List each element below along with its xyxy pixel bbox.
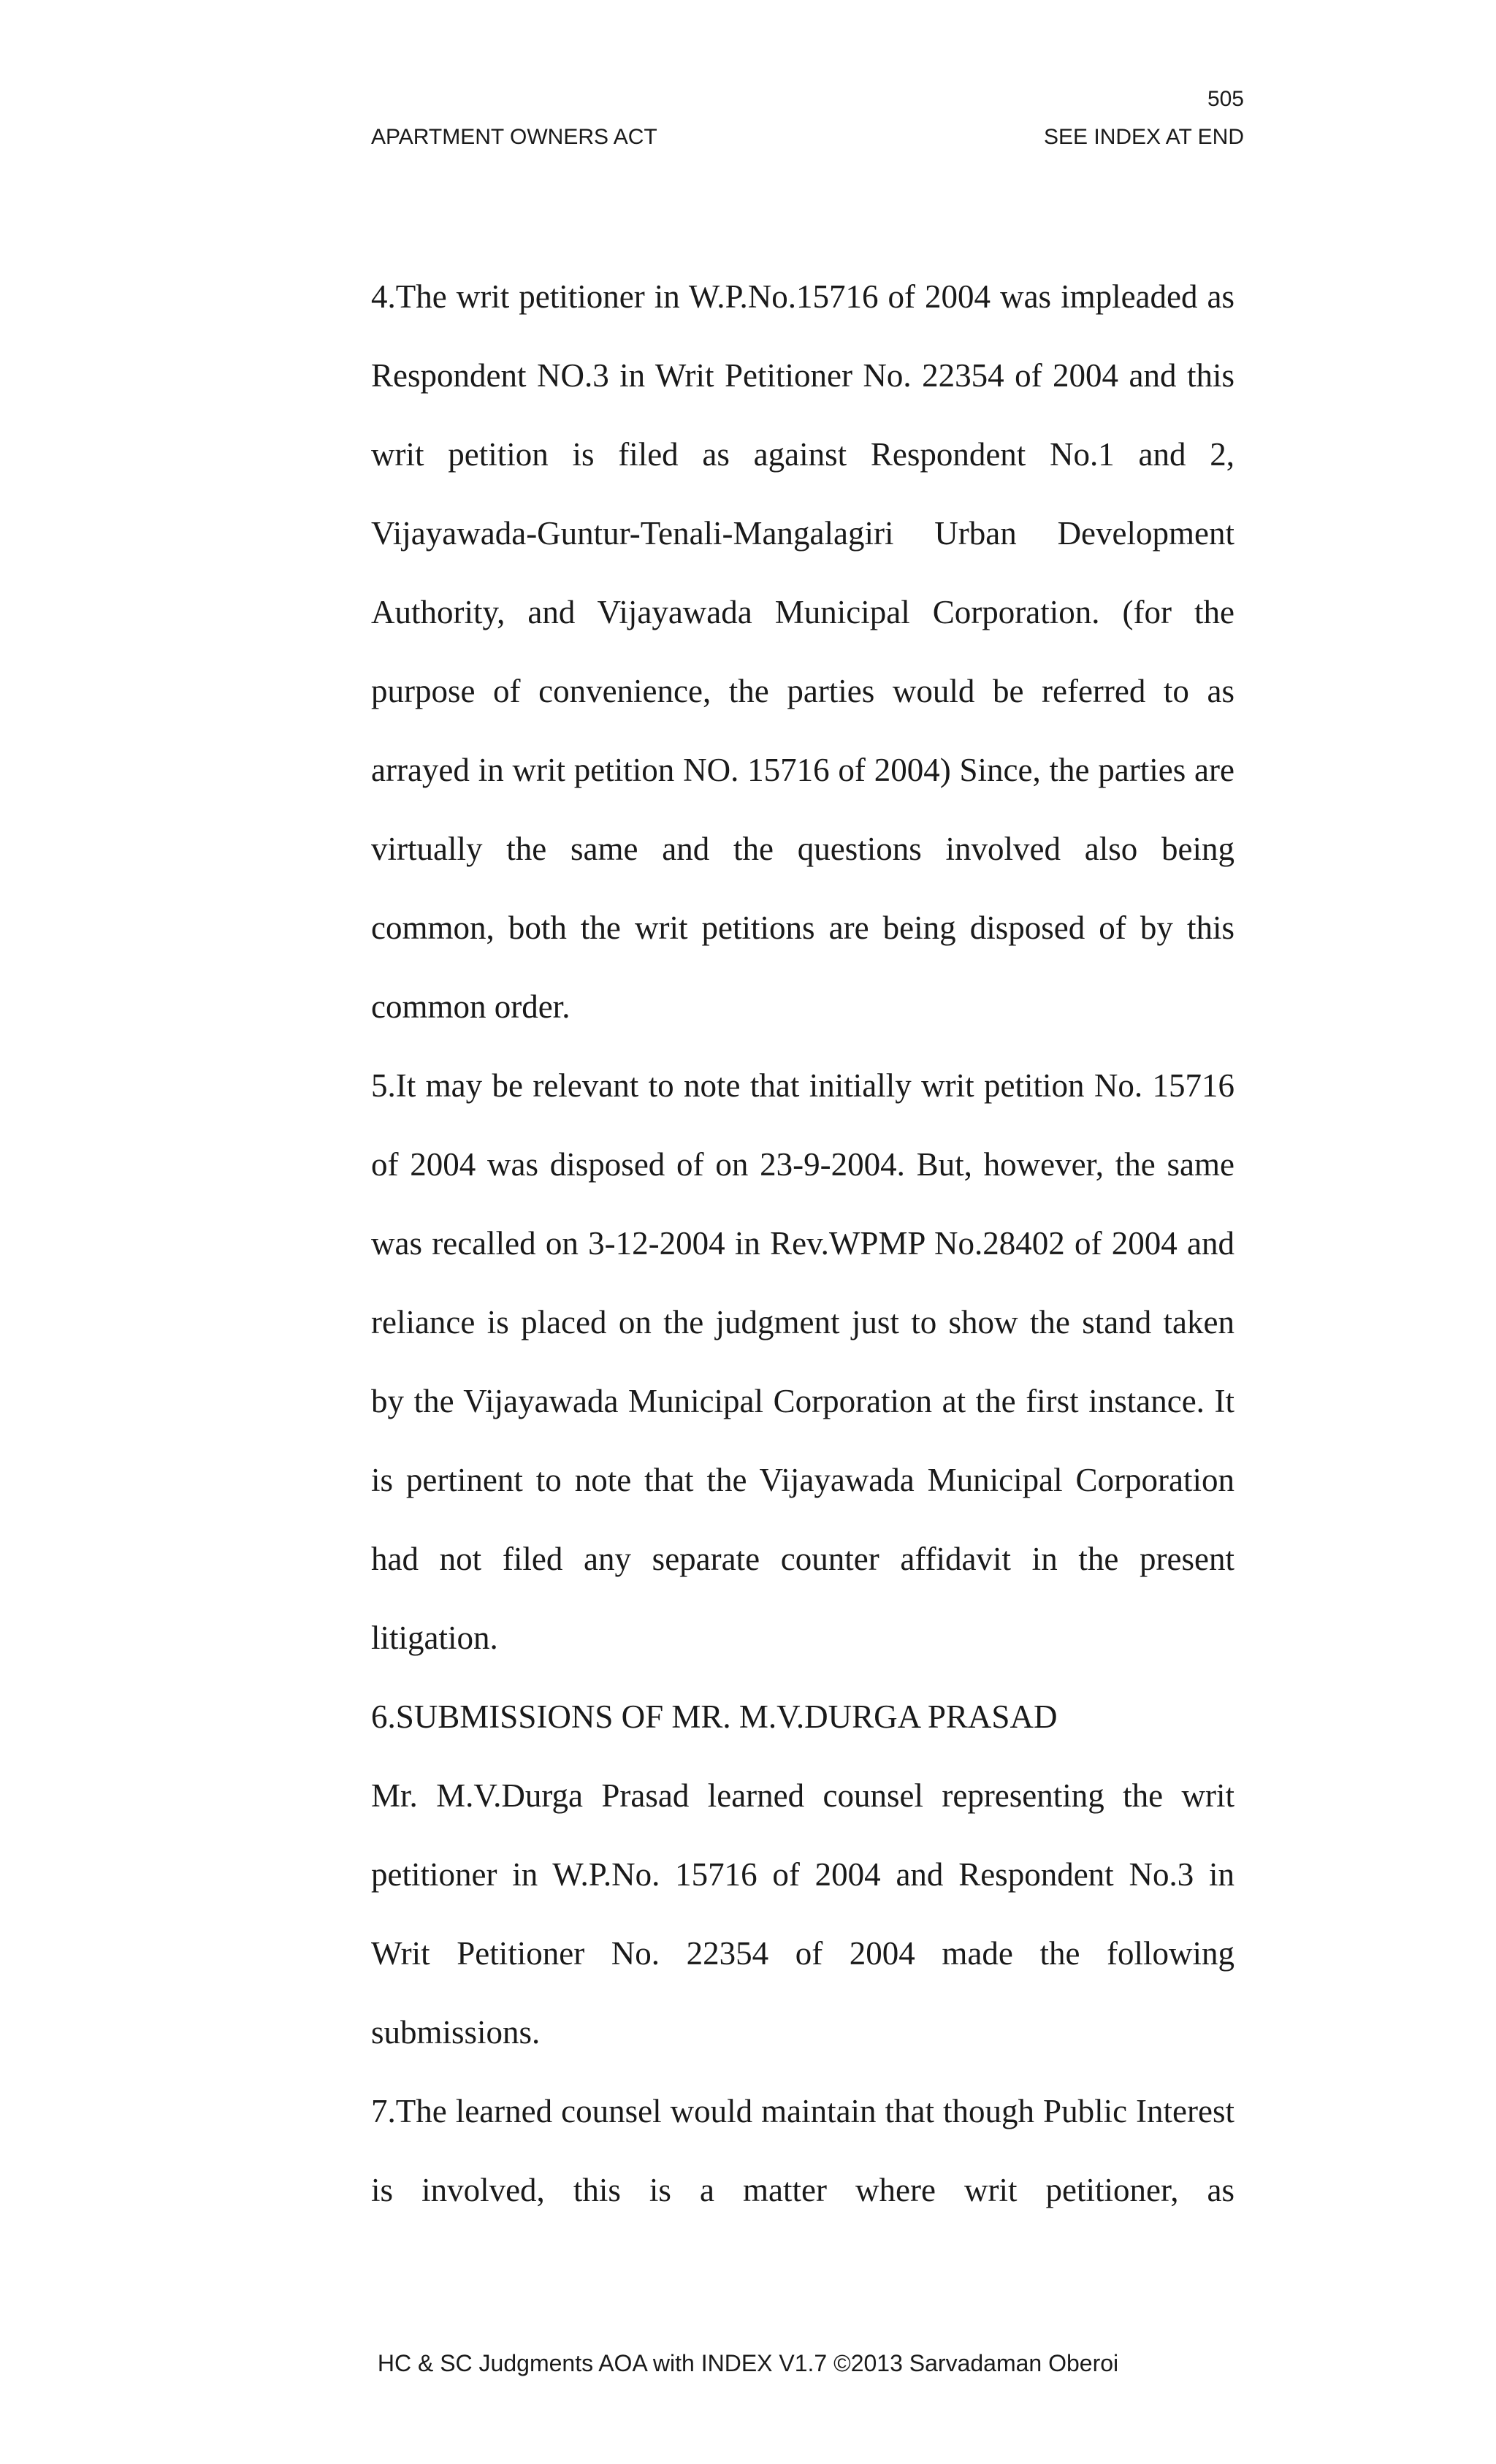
page-number: 505 [1207,87,1244,111]
document-body [371,257,1234,2230]
section-heading-submissions: 6.SUBMISSIONS OF MR. M.V.DURGA PRASAD [371,1698,1058,1735]
page-footer: HC & SC Judgments AOA with INDEX V1.7 ©2013 Sarvadaman Oberoi [377,2350,1119,2376]
running-header-index-note: SEE INDEX AT END [1044,125,1244,149]
paragraph-5: 5.It may be relevant to note that initially writ petition No. 15716 of 2004 was disposed of on 23-9-2004. But, however, the same was recalled on 3-12-2004 in Rev.WPMP No.28402 of 2004 and reliance is placed on the judgment just to show the stand taken by the Vijayawada Municipal Corporation at the first instance. It is pertinent to note that the Vijayawada Municipal Corporation had not filed any separate counter affidavit in the present litigation. [371,1067,1234,1656]
paragraph-4: 4.The writ petitioner in W.P.No.15716 of 2004 was impleaded as Respondent NO.3 in Writ Petitioner No. 22354 of 2004 and this writ petition is filed as against Respondent No.1 and 2, Vijayawada-Guntur-Tenali-Mangalagiri Urban Development Authority, and Vijayawada Municipal Corporation. (for the purpose of convenience, the parties would be referred to as arrayed in writ petition NO. 15716 of 2004) Since, the parties are virtually the same and the questions involved also being common, both the writ petitions are being disposed of by this common order. [371,278,1234,1025]
paragraph-submissions-intro: Mr. M.V.Durga Prasad learned counsel representing the writ petitioner in W.P.No. 15716 of 2004 and Respondent No.3 in Writ Petitioner No. 22354 of 2004 made the following submissions. [371,1777,1234,2051]
paragraph-7: 7.The learned counsel would maintain that though Public Interest is involved, this is a matter where writ petitioner, as [371,2093,1234,2208]
running-header-title: APARTMENT OWNERS ACT [371,125,657,149]
